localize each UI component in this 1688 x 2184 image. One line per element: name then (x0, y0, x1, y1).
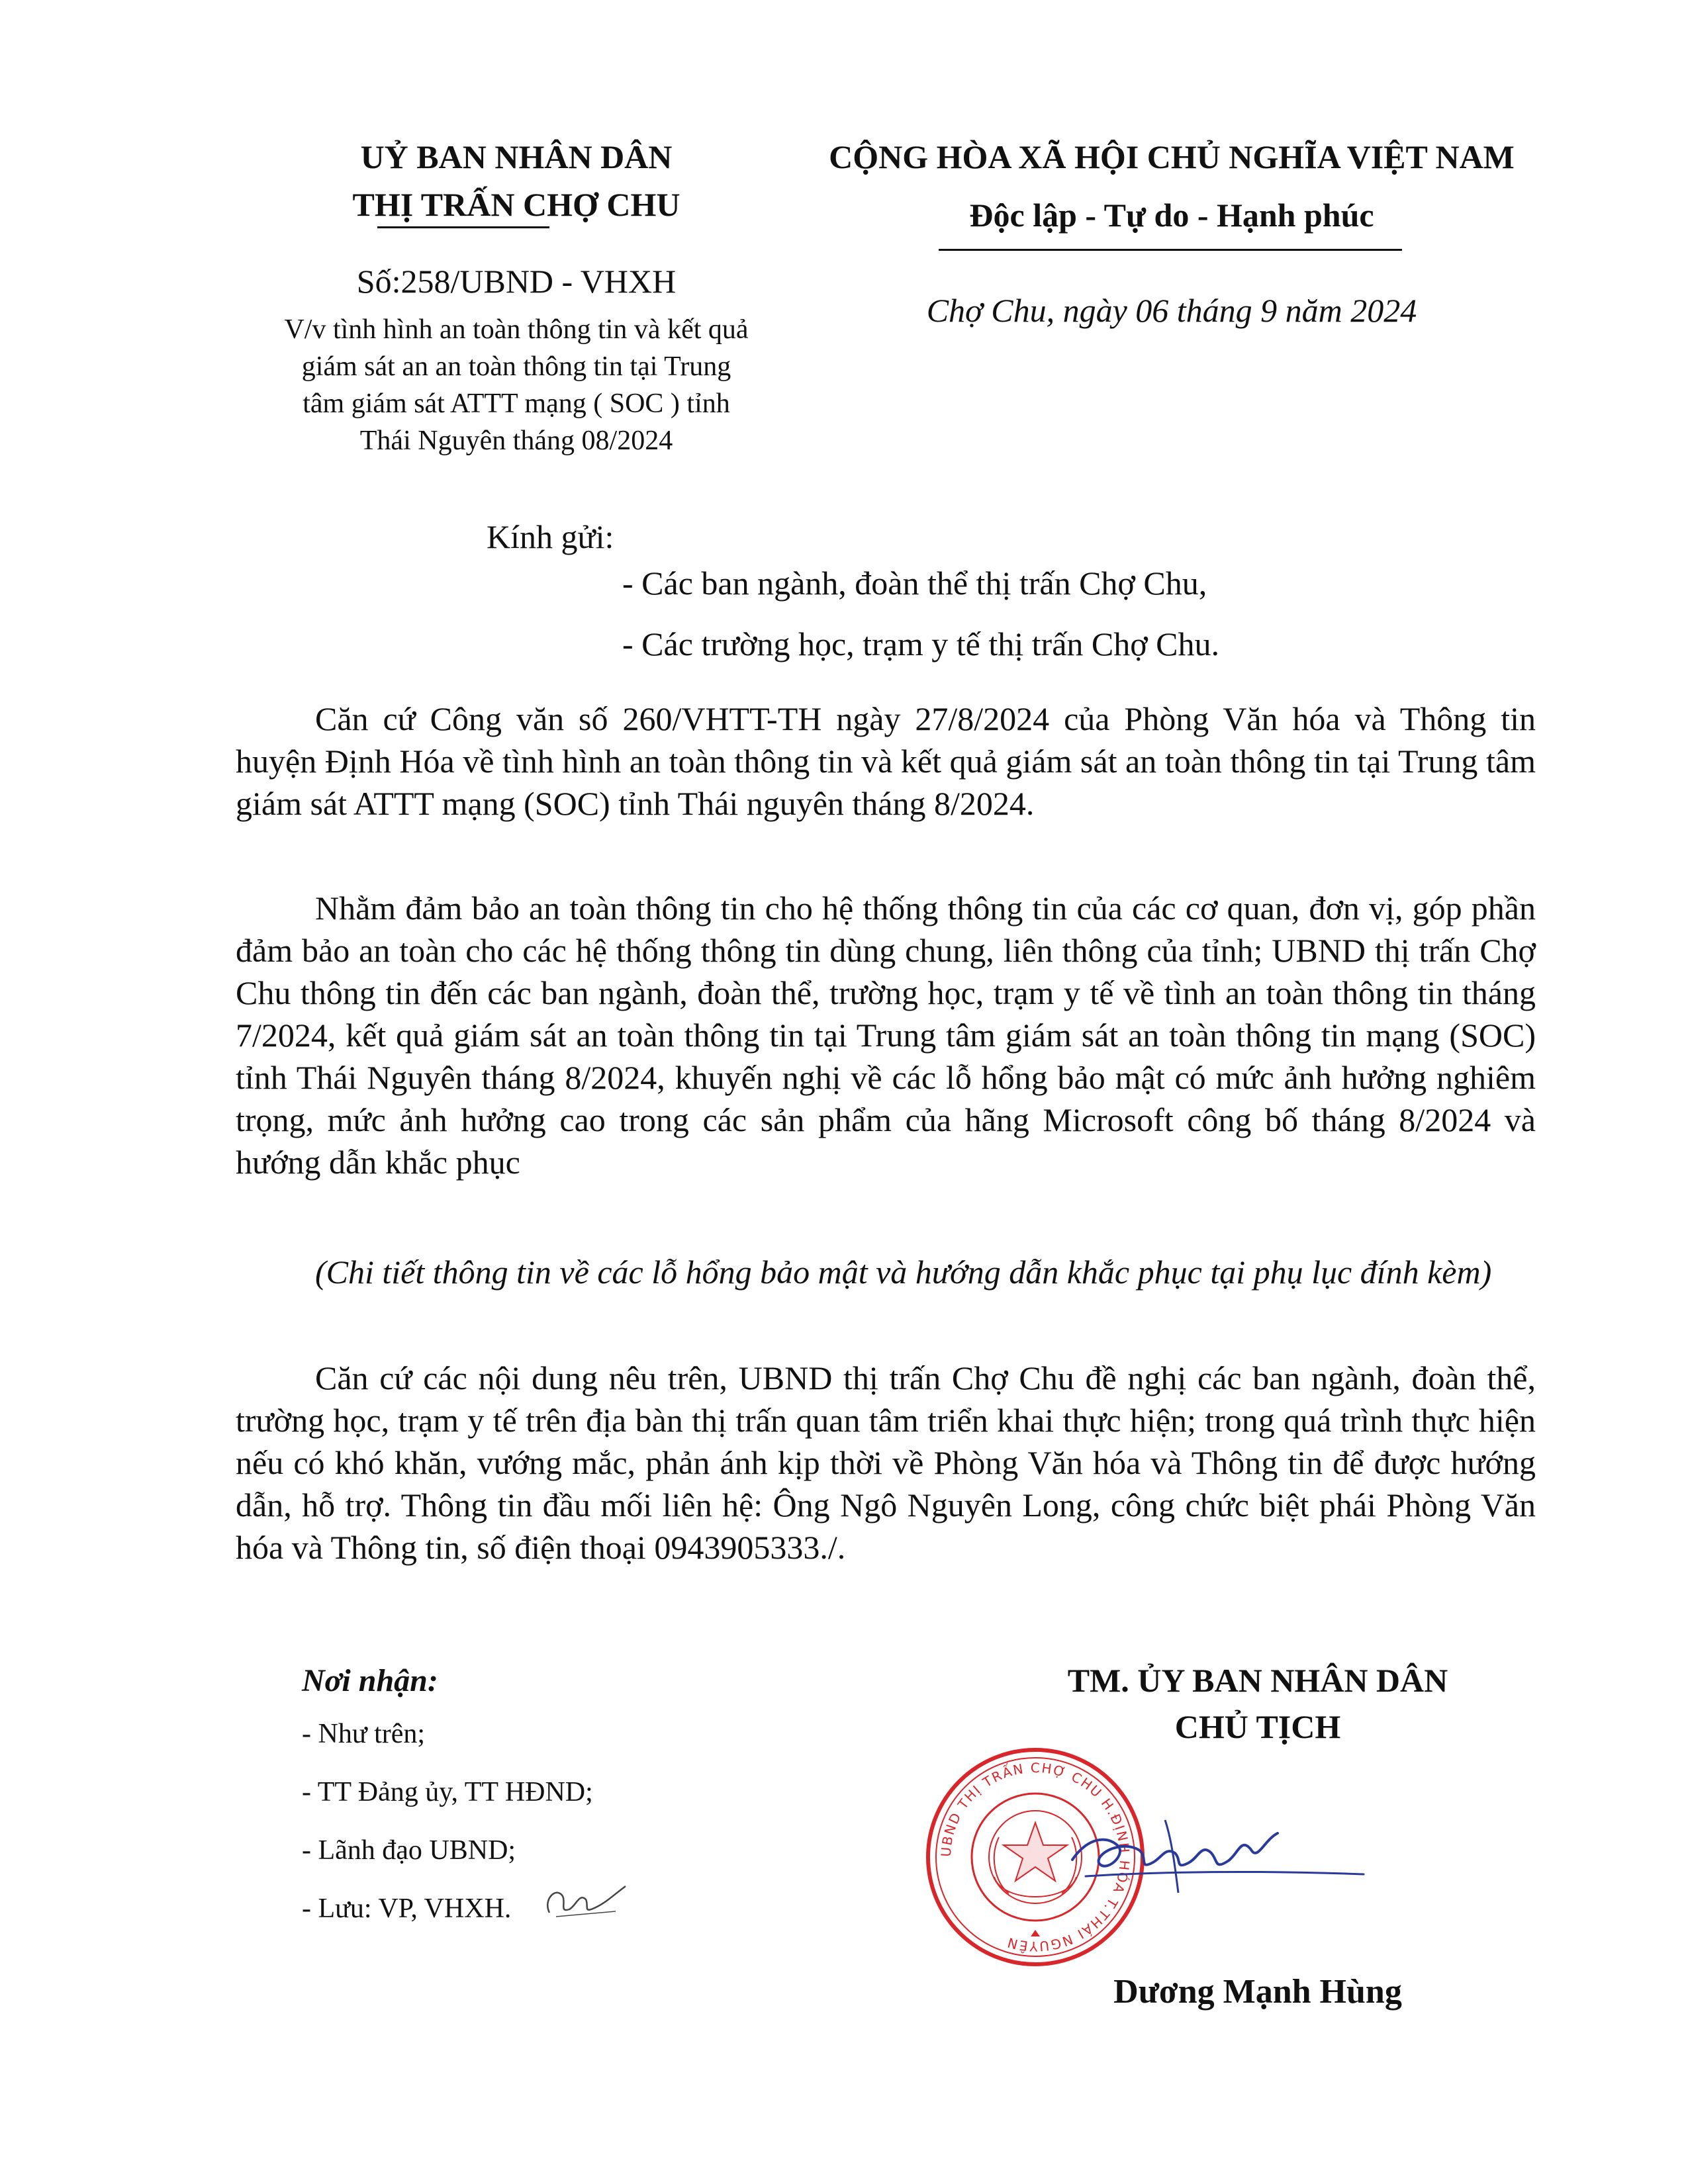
place-and-date: Chợ Chu, ngày 06 tháng 9 năm 2024 (926, 292, 1417, 329)
receiver-item: - Lưu: VP, VHXH. (302, 1893, 512, 1924)
subject-line: giám sát an an toàn thông tin tại Trung (301, 351, 731, 382)
subject-line: Thái Nguyên tháng 08/2024 (359, 426, 673, 456)
receivers-heading: Nơi nhận: (302, 1663, 438, 1698)
body-paragraph-3 (236, 1251, 1536, 1293)
recipient-heading: Kính gửi: (487, 518, 614, 555)
body-paragraph-2 (236, 887, 1536, 1183)
signer-position: CHỦ TỊCH (1174, 1708, 1341, 1745)
issuer-name-line-1: UỶ BAN NHÂN DÂN (360, 138, 673, 175)
paragraph-text: Căn cứ Công văn số 260/VHTT-TH ngày 27/8/2024 của Phòng Văn hóa và Thông tin huyện Định Hóa về tình hình an toàn thông tin và kết quả giám sát an toàn thông tin tại Trung tâm giám sát ATTT mạng (SOC) tỉnh Thái nguyên tháng 8/2024. (236, 700, 1536, 822)
handwritten-signature (1059, 1800, 1370, 1906)
issuer-name-line-2: THỊ TRẤN CHỢ CHU (352, 186, 680, 223)
initials-mark (536, 1873, 629, 1926)
paragraph-text: Căn cứ các nội dung nêu trên, UBND thị trấn Chợ Chu đề nghị các ban ngành, đoàn thể, trường học, trạm y tế trên địa bàn thị trấn quan tâm triển khai thực hiện; trong quá trình thực hiện nếu có khó khăn, vướng mắc, phản ánh kịp thời về Phòng Văn hóa và Thông tin để được hướng dẫn, hỗ trợ. Thông tin đầu mối liên hệ: Ông Ngô Nguyên Long, công chức biệt phái Phòng Văn hóa và Thông tin, số điện thoại 0943905333./. (236, 1359, 1536, 1566)
motto-underline (939, 249, 1402, 251)
document-subject (252, 311, 781, 459)
paragraph-text: Nhằm đảm bảo an toàn thông tin cho hệ thống thông tin của các cơ quan, đơn vị, góp phần đảm bảo an toàn cho các hệ thống thông tin dùng chung, liên thông của tỉnh; UBND thị trấn Chợ Chu thông tin đến các ban ngành, đoàn thể, trường học, trạm y tế về tình an toàn thông tin tháng 7/2024, kết quả giám sát an toàn thông tin tại Trung tâm giám sát an toàn thông tin mạng (SOC) tỉnh Thái Nguyên tháng 8/2024, khuyến nghị về các lỗ hổng bảo mật có mức ảnh hưởng nghiêm trọng, mức ảnh hưởng cao trong các sản phẩm của hãng Microsoft công bố tháng 8/2024 và hướng dẫn khắc phục (236, 889, 1536, 1181)
receiver-item: - Như trên; (302, 1719, 426, 1749)
document-number: Số:258/UBND - VHXH (356, 263, 677, 300)
subject-line: tâm giám sát ATTT mạng ( SOC ) tỉnh (303, 388, 730, 419)
recipient-item: - Các trường học, trạm y tế thị trấn Chợ Chu. (622, 625, 1220, 662)
issuer-underline (377, 226, 549, 228)
signer-name: Dương Mạnh Hùng (1113, 1973, 1402, 2011)
national-title: CỘNG HÒA XÃ HỘI CHỦ NGHĨA VIỆT NAM (829, 138, 1515, 175)
national-motto: Độc lập - Tự do - Hạnh phúc (969, 197, 1374, 234)
paragraph-text: (Chi tiết thông tin về các lỗ hổng bảo mật và hướng dẫn khắc phục tại phụ lục đính kèm) (315, 1253, 1492, 1291)
subject-line: V/v tình hình an toàn thông tin và kết quả (284, 314, 749, 345)
receiver-item: - Lãnh đạo UBND; (302, 1835, 516, 1866)
signing-authority: TM. ỦY BAN NHÂN DÂN (1067, 1662, 1448, 1699)
seal-text: UBND THỊ TRẤN CHỢ CHU H.ĐỊNH HÓA T.THÁI NGUYÊN (937, 1759, 1133, 1955)
recipient-item: - Các ban ngành, đoàn thể thị trấn Chợ Chu, (622, 565, 1207, 602)
body-paragraph-1 (236, 698, 1536, 825)
receiver-item: - TT Đảng ủy, TT HĐND; (302, 1777, 593, 1807)
body-paragraph-4 (236, 1357, 1536, 1569)
